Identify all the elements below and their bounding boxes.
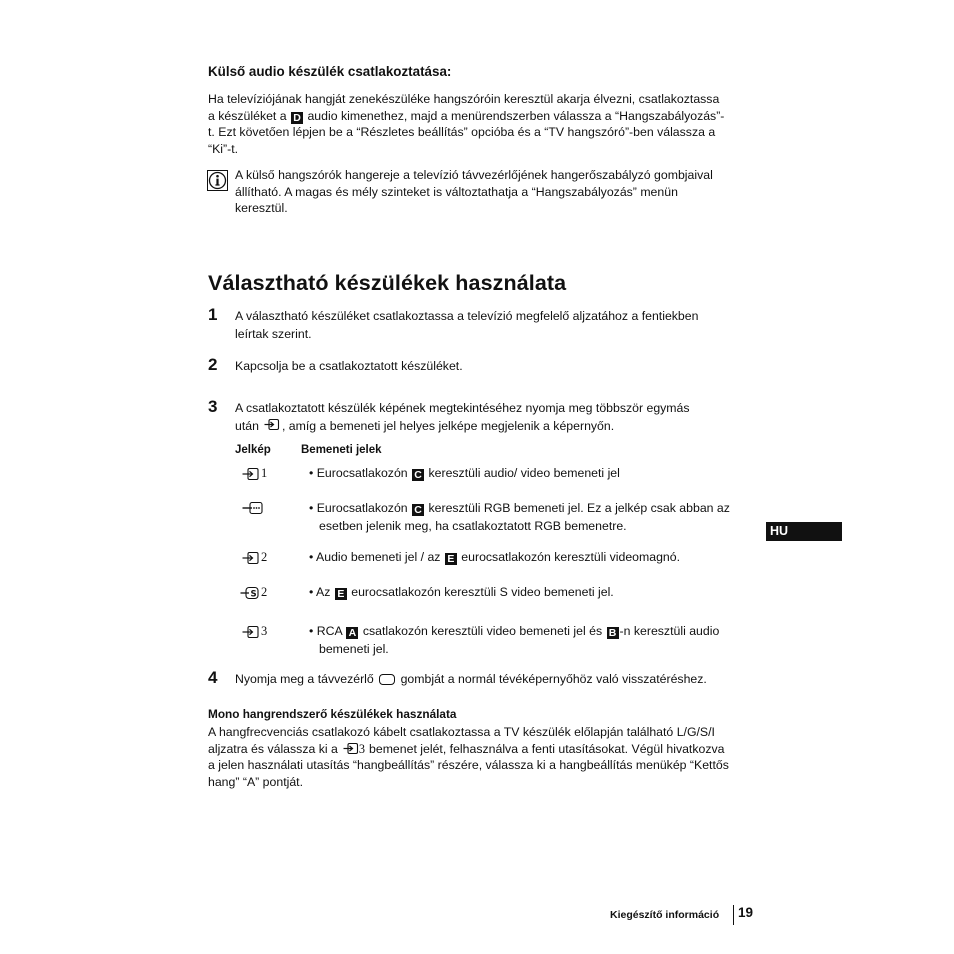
step-number-3: 3: [208, 397, 218, 416]
note-paragraph: [235, 167, 755, 217]
input-rgb-icon: [242, 501, 264, 515]
table-row: • Eurocsatlakozón C keresztüli audio/ video bemeneti jel: [309, 466, 620, 481]
input-symbol-rgb: [242, 501, 264, 515]
connector-label-e: E: [445, 553, 457, 565]
connector-label-b: B: [607, 627, 619, 639]
paragraph-line: “Ki”-t.: [208, 141, 239, 156]
input-symbol-1: 1: [242, 466, 267, 481]
input-icon: [242, 467, 260, 481]
step-3-text: A csatlakoztatott készülék képének megtekintéséhez nyomja meg többször egymás után , amíg a bemeneti jel helyes jelképe megjelenik a képernyőn.: [235, 400, 755, 436]
table-row: • Az E eurocsatlakozón keresztüli S video bemeneti jel.: [309, 585, 614, 600]
input-symbol-3: 3: [343, 741, 365, 758]
note-line: keresztül.: [235, 201, 288, 216]
step-2-text: Kapcsolja be a csatlakoztatott készüléket.: [235, 359, 463, 373]
note-line: állítható. A magas és mély szinteket is változtathatja a “Hangszabályozás” menün: [235, 184, 678, 199]
paragraph-line: a készüléket a D audio kimenethez, majd a menürendszerben válassza a “Hangszabályozás”-: [208, 108, 725, 124]
table-row: • RCA A csatlakozón keresztüli video bemeneti jel és B -n keresztüli audio bemeneti jel.: [309, 624, 720, 656]
input-symbol-s2: S 2: [240, 585, 267, 600]
input-icon: [343, 742, 359, 755]
input-symbol-2: 2: [242, 550, 267, 565]
table-row: • Audio bemeneti jel / az E eurocsatlakozón keresztüli videomagnó.: [309, 550, 681, 565]
input-icon: [242, 551, 260, 565]
paragraph-line: Ha televíziójának hangját zenekészüléke hangszóróin keresztül akarja élvezni, csatlakoztassa: [208, 92, 720, 106]
step-4-text: Nyomja meg a távvezérlő gombját a normál tévéképernyőhöz való visszatéréshez.: [235, 672, 707, 686]
connector-label-d: D: [291, 112, 303, 124]
step-number-1: 1: [208, 305, 218, 324]
table-header-input-signals: Bemeneti jelek: [301, 444, 382, 456]
table-row: • Eurocsatlakozón C keresztüli RGB bemeneti jel. Ez a jelkép csak abban az esetben jelenik meg, ha csatlakoztatott RGB bemenetre.: [309, 501, 730, 533]
connector-label-a: A: [346, 627, 358, 639]
connector-label-c: C: [412, 469, 424, 481]
svg-text:S: S: [250, 589, 257, 599]
page-number: 19: [738, 905, 754, 920]
section-heading-mono: Mono hangrendszerő készülékek használata: [208, 707, 457, 721]
s-video-input-icon: [240, 586, 260, 600]
note-line: A külső hangszórók hangereje a televízió távvezérlőjének hangerőszabályzó gombjaival: [235, 168, 713, 182]
table-header-symbol: Jelkép: [235, 444, 271, 456]
external-audio-paragraph: [208, 91, 753, 157]
step-1-text: A választható készüléket csatlakoztassa a televízió megfelelő aljzatához a fentiekben leírtak szerint.: [235, 309, 699, 341]
step-number-2: 2: [208, 355, 218, 374]
input-symbol-3: 3: [242, 624, 267, 639]
info-icon: [207, 170, 228, 191]
input-icon: [242, 625, 260, 639]
section-heading-external-audio: Külső audio készülék csatlakoztatása:: [208, 64, 452, 79]
footer-divider: [733, 905, 734, 925]
footer-section-name: Kiegészítő információ: [610, 909, 720, 921]
input-icon: [264, 418, 280, 437]
language-tab: HU: [766, 522, 842, 541]
step-number-4: 4: [208, 668, 218, 687]
page-title: Választható készülékek használata: [208, 271, 567, 295]
connector-label-c: C: [412, 504, 424, 516]
connector-label-e: E: [335, 588, 347, 600]
paragraph-line: t. Ezt követően lépjen be a “Részletes beállítás” opcióba és a “TV hangszóró”-ben válassza a: [208, 125, 716, 140]
mono-paragraph: A hangfrecvenciás csatlakozó kábelt csatlakoztassa a TV készülék előlapján található L/G/S/I aljzatra és válassza ki a 3 bemenet jelét, felhasználva a fenti utasításokat. Végül hivatkozva a jelen használati utasítás “hangbeállítás” részére, válassza ki a hangbeállítás menükép “Kettős hang” “A” pontját.: [208, 725, 729, 789]
tv-button-icon: [379, 674, 395, 685]
